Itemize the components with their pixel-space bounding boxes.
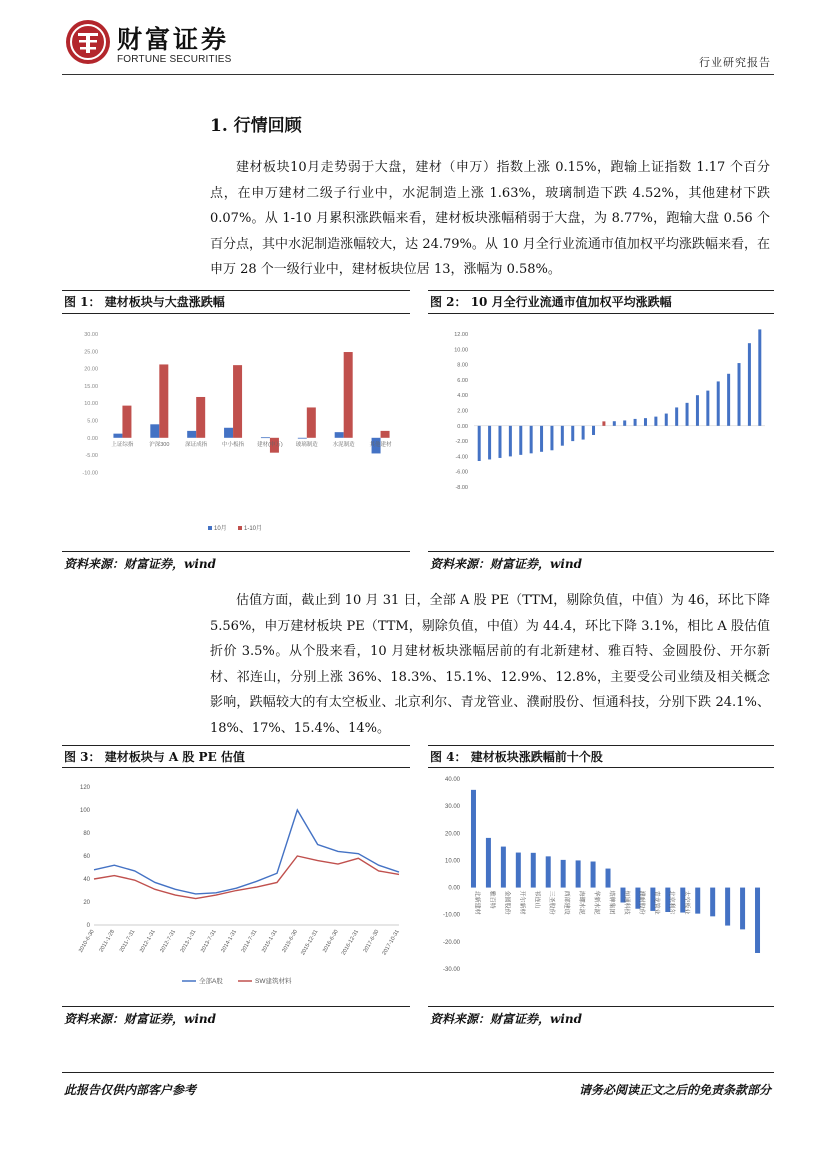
industry-bar (717, 381, 720, 425)
y-tick-label: 30.00 (444, 804, 460, 811)
stock-bar (725, 888, 730, 926)
bar-10月 (187, 431, 196, 438)
x-tick-label: 2014-7-31 (240, 929, 259, 954)
category-label: 玻璃制造 (295, 441, 318, 448)
stock-bar (531, 853, 536, 888)
industry-bar (488, 426, 491, 460)
figure-title-rule (62, 313, 410, 314)
figure-bottom-rule (62, 551, 410, 552)
bar-1-10月 (307, 407, 316, 437)
header-divider (62, 74, 774, 75)
x-tick-label: 2017-6-30 (362, 929, 381, 954)
figure-4-source: 资料来源：财富证券，wind (430, 1012, 583, 1026)
brand-name-en: FORTUNE SECURITIES (117, 54, 232, 65)
y-tick-label: 10.00 (454, 347, 468, 354)
figure-3-source: 资料来源：财富证券，wind (64, 1012, 217, 1026)
y-tick-label: -2.00 (455, 439, 468, 446)
industry-bar (530, 426, 533, 454)
y-tick-label: 40.00 (444, 777, 460, 783)
industry-bar (675, 407, 678, 425)
category-label: 建材(申万) (257, 441, 283, 448)
industry-bar (654, 417, 657, 426)
x-tick-label: 2011-7-31 (118, 929, 137, 954)
industry-bar (623, 420, 626, 425)
stock-bar (755, 888, 760, 953)
stock-bar (471, 790, 476, 888)
x-tick-label: 2015-12-31 (300, 929, 320, 957)
bar-1-10月 (344, 352, 353, 438)
figure-bottom-rule (428, 1006, 774, 1007)
x-tick-label: 2013-1-31 (179, 929, 198, 954)
stock-bar (486, 838, 491, 888)
x-tick-label: 2016-6-30 (321, 929, 340, 954)
x-tick-label: 2012-7-31 (159, 929, 178, 954)
stock-label: 青龙管业 (652, 890, 659, 915)
section-title: 1. 行情回顾 (210, 116, 302, 136)
stock-bar (591, 862, 596, 888)
footer-disclaimer-right: 请务必阅读正文之后的免责条款部分 (578, 1083, 771, 1097)
stock-label: 祁连山 (533, 890, 540, 909)
bar-10月 (261, 437, 270, 438)
chart-market-vs-sector (64, 322, 410, 544)
figure-top-rule (62, 745, 410, 746)
stock-label: 金圆股份 (503, 890, 510, 915)
y-tick-label: 2.00 (457, 408, 468, 415)
x-tick-label: 2017-10-31 (381, 929, 401, 957)
stock-label: 华新水泥 (593, 890, 600, 915)
figure-title-rule (428, 767, 774, 768)
category-label: 上证综指 (111, 441, 134, 448)
stock-label: 濮耐股份 (637, 890, 644, 915)
x-tick-label: 2011-1-28 (98, 929, 117, 954)
stock-bar (576, 860, 581, 887)
y-tick-label: 80 (83, 831, 90, 837)
x-tick-label: 2015-6-30 (281, 929, 300, 954)
y-tick-label: -5.00 (85, 453, 98, 460)
industry-bar (634, 419, 637, 426)
figure-bottom-rule (428, 551, 774, 552)
industry-bar (644, 418, 647, 426)
y-tick-label: 12.00 (454, 332, 468, 338)
paragraph-market-review (210, 155, 770, 283)
y-tick-label: 4.00 (457, 393, 468, 400)
legend-label: SW建筑材料 (255, 978, 292, 985)
y-tick-label: 20.00 (84, 366, 98, 373)
y-tick-label: -30.00 (442, 967, 460, 973)
figure-1-source: 资料来源：财富证券，wind (64, 557, 217, 571)
y-tick-label: 15.00 (84, 383, 98, 390)
industry-bar (519, 426, 522, 455)
y-tick-label: -8.00 (455, 485, 468, 491)
y-tick-label: 120 (79, 785, 90, 791)
industry-bar (758, 329, 761, 425)
figure-2-source: 资料来源：财富证券，wind (430, 557, 583, 571)
paragraph-text: 建材板块10月走势弱于大盘，建材（申万）指数上涨 0.15%，跑输上证指数 1.17 个百分点，在申万建材二级子行业中，水泥制造上涨 1.63%，玻璃制造下跌 4.52%，其他建材下跌 0.07%。从 1-10 月累积涨跌幅来看，建材板块涨幅稍弱于大盘，为 8.77%，跑输大盘 0.56 个百分点，其中水泥制造涨幅较大，达 24.79%。从 10 月全行业流通市值加权平均涨跌幅来看，在申万 28 个一级行业中，建材板块位居 13，涨幅为 0.58%。 (210, 160, 770, 277)
series-line-全部A股 (94, 810, 399, 894)
figure-2-title: 图 2： 10 月全行业流通市值加权平均涨跌幅 (430, 295, 672, 309)
footer-disclaimer-left: 此报告仅供内部客户参考 (64, 1083, 197, 1097)
stock-bar (561, 860, 566, 888)
y-tick-label: 20.00 (444, 831, 460, 838)
stock-label: 北京利尔 (667, 890, 674, 915)
y-tick-label: 8.00 (457, 362, 468, 369)
y-tick-label: -4.00 (455, 454, 468, 461)
legend-label: 10月 (214, 526, 227, 532)
bar-1-10月 (233, 365, 242, 438)
industry-bar (686, 403, 689, 426)
y-tick-label: 0.00 (448, 885, 460, 892)
stock-bar (501, 847, 506, 888)
industry-bar (738, 363, 741, 426)
y-tick-label: 60 (83, 854, 90, 860)
bar-1-10月 (159, 364, 168, 437)
chart-pe-valuation (64, 775, 410, 1001)
figure-title-rule (62, 767, 410, 768)
stock-label: 三圣股份 (548, 890, 555, 915)
category-label: 中小板指 (222, 441, 245, 448)
y-tick-label: -10.00 (82, 470, 98, 477)
category-label: 深证成指 (185, 441, 208, 448)
bar-10月 (150, 424, 159, 437)
figure-title-rule (428, 313, 774, 314)
stock-bar (695, 888, 700, 914)
industry-bar (727, 374, 730, 426)
x-tick-label: 2016-12-31 (340, 929, 361, 957)
stock-label: 开尔新材 (518, 890, 525, 915)
industry-bar (498, 426, 501, 458)
brand-name-cn: 财富证券 (117, 25, 230, 54)
category-label: 沪深300 (149, 441, 170, 448)
fortune-logo-icon (64, 18, 112, 66)
figure-bottom-rule (62, 1006, 410, 1007)
legend-label: 1-10月 (244, 526, 263, 532)
stock-bar (606, 869, 611, 888)
bar-10月 (298, 438, 307, 439)
y-tick-label: 0.00 (87, 435, 98, 442)
figure-top-rule (428, 745, 774, 746)
figure-top-rule (62, 290, 410, 291)
y-tick-label: 0.00 (457, 423, 468, 430)
legend-label: 全部A股 (199, 978, 223, 985)
y-tick-label: 0 (86, 923, 90, 929)
legend-swatch (208, 526, 212, 530)
bar-10月 (224, 428, 233, 438)
y-tick-label: -6.00 (455, 469, 468, 476)
paragraph-valuation (210, 588, 770, 741)
stock-bar (710, 888, 715, 917)
bar-1-10月 (196, 397, 205, 438)
bar-1-10月 (381, 431, 390, 438)
x-tick-label: 2012-1-31 (138, 929, 157, 954)
x-tick-label: 2013-7-31 (199, 929, 218, 954)
x-tick-label: 2015-1-31 (260, 929, 279, 954)
legend-swatch (238, 526, 242, 530)
y-tick-label: -10.00 (442, 912, 460, 919)
bar-10月 (335, 432, 344, 438)
industry-bar (509, 426, 512, 457)
category-label: 其他建材 (369, 441, 392, 448)
industry-bar (665, 414, 668, 426)
industry-bar (571, 426, 574, 441)
stock-label: 塔牌集团 (608, 890, 615, 915)
industry-bar (706, 391, 709, 426)
figure-3-title: 图 3： 建材板块与 A 股 PE 估值 (64, 750, 245, 764)
industry-bar (582, 426, 585, 440)
stock-bar (516, 853, 521, 888)
y-tick-label: 6.00 (457, 377, 468, 384)
figure-top-rule (428, 290, 774, 291)
bar-10月 (113, 434, 122, 438)
stock-label: 西部建设 (563, 890, 570, 915)
industry-bar (561, 426, 564, 446)
industry-bar (550, 426, 553, 450)
industry-bar (748, 343, 751, 426)
y-tick-label: 25.00 (84, 349, 98, 356)
stock-label: 恒通科技 (622, 890, 629, 915)
chart-top-stocks (430, 771, 774, 1001)
y-tick-label: 30.00 (84, 332, 98, 338)
y-tick-label: 10.00 (444, 858, 460, 865)
series-line-SW建筑材料 (94, 856, 399, 899)
industry-bar (540, 426, 543, 452)
footer-divider (62, 1072, 774, 1073)
figure-4-title: 图 4： 建材板块涨跌幅前十个股 (430, 750, 603, 764)
industry-bar (696, 395, 699, 426)
stock-bar (546, 856, 551, 887)
paragraph-text: 估值方面，截止到 10 月 31 日，全部 A 股 PE（TTM，剔除负值，中值）为 46，环比下降 5.56%，申万建材板块 PE（TTM，剔除负值，中值）为 44.4，环比下降 3.1%，相比 A 股估值折价 3.5%。从个股来看，10 月建材板块涨幅居前的有北新建材、雅百特、金圆股份、开尔新材、祁连山，分别上涨 36%、18.3%、15.1%、12.9%、12.8%，主要受公司业绩及相关概念影响，跌幅较大的有太空板业、北京利尔、青龙管业、濮耐股份、恒通科技，分别下跌 24.1%、18%、17%、15.4%、14%。 (210, 593, 770, 736)
y-tick-label: 5.00 (87, 418, 98, 425)
figure-1-title: 图 1： 建材板块与大盘涨跌幅 (64, 295, 225, 309)
category-label: 水泥制造 (332, 441, 355, 448)
chart-industry-returns (430, 322, 774, 544)
x-tick-label: 2014-1-31 (220, 929, 239, 954)
y-tick-label: 40 (83, 877, 90, 883)
stock-label: 北新建材 (473, 890, 480, 915)
bar-1-10月 (122, 406, 131, 438)
stock-bar (740, 888, 745, 930)
industry-bar (613, 421, 616, 426)
y-tick-label: -20.00 (442, 939, 460, 946)
stock-label: 雅百特 (488, 890, 495, 909)
x-tick-label: 2010-6-30 (77, 929, 96, 954)
industry-bar (602, 421, 605, 425)
industry-bar (478, 426, 481, 461)
stock-label: 海螺水泥 (578, 890, 585, 915)
y-tick-label: 10.00 (84, 401, 98, 408)
report-type: 行业研究报告 (699, 56, 771, 69)
y-tick-label: 20 (83, 900, 90, 906)
y-tick-label: 100 (79, 808, 90, 814)
stock-label: 太空板业 (682, 890, 689, 915)
industry-bar (592, 426, 595, 435)
